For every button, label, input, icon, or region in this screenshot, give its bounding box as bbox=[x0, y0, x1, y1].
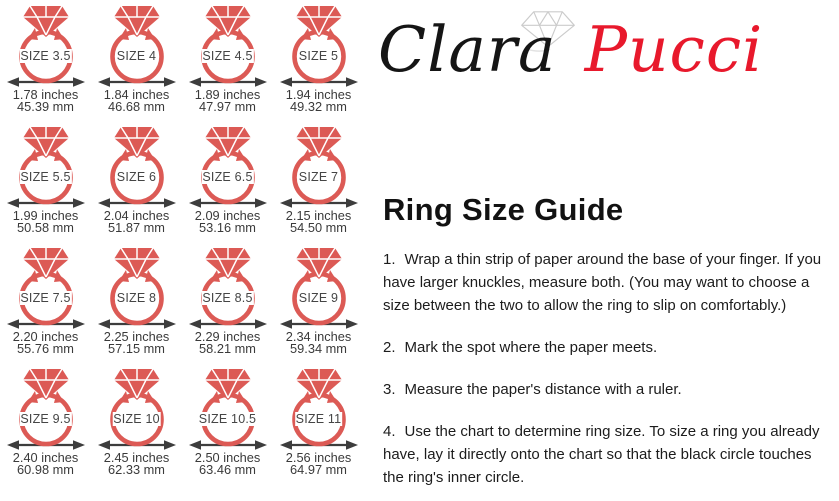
ring-icon bbox=[196, 367, 260, 447]
ring-icon bbox=[14, 246, 78, 326]
brand-logo bbox=[378, 4, 836, 104]
measurement-mm: 50.58 mm bbox=[17, 220, 74, 235]
ring-icon bbox=[105, 125, 169, 205]
ring-size-cell bbox=[0, 367, 91, 488]
ring-size-cell bbox=[91, 4, 182, 125]
ring-illustration bbox=[196, 4, 260, 84]
measurement-mm: 47.97 mm bbox=[199, 99, 256, 114]
measurement-mm: 64.97 mm bbox=[290, 462, 347, 477]
ring-icon bbox=[287, 367, 351, 447]
ring-size-cell bbox=[273, 125, 364, 246]
measurement-inches: 2.04 inches bbox=[103, 208, 170, 223]
ring-icon bbox=[287, 246, 351, 326]
ring-illustration bbox=[14, 367, 78, 447]
ring-icon bbox=[14, 4, 78, 84]
measurement-inches: 2.40 inches bbox=[12, 450, 79, 465]
measurement-inches: 1.99 inches bbox=[12, 208, 79, 223]
ring-size-cell bbox=[0, 246, 91, 367]
guide-title: Ring Size Guide bbox=[383, 192, 624, 227]
ring-size-label: SIZE 10.5 bbox=[198, 412, 257, 426]
measurement-mm: 46.68 mm bbox=[108, 99, 165, 114]
measurement-inches: 2.20 inches bbox=[12, 329, 79, 344]
measurement-mm: 63.46 mm bbox=[199, 462, 256, 477]
ring-size-cell bbox=[182, 125, 273, 246]
measurement-inches: 1.89 inches bbox=[194, 87, 261, 102]
ring-illustration bbox=[105, 125, 169, 205]
measurement bbox=[91, 331, 182, 355]
ring-size-cell bbox=[91, 367, 182, 488]
measurement-inches: 2.56 inches bbox=[285, 450, 352, 465]
measurement-mm: 58.21 mm bbox=[199, 341, 256, 356]
measurement bbox=[273, 210, 364, 234]
ring-icon bbox=[287, 125, 351, 205]
measurement-inches: 2.45 inches bbox=[103, 450, 170, 465]
ring-size-label: SIZE 3.5 bbox=[20, 49, 71, 63]
measurement bbox=[182, 210, 273, 234]
step-text: Measure the paper's distance with a ruler. bbox=[404, 381, 682, 398]
ring-size-cell bbox=[182, 367, 273, 488]
step-text: Mark the spot where the paper meets. bbox=[404, 339, 658, 356]
ring-size-cell bbox=[273, 246, 364, 367]
ring-size-grid bbox=[0, 4, 364, 488]
measurement-inches: 2.15 inches bbox=[285, 208, 352, 223]
ring-size-cell bbox=[91, 246, 182, 367]
ring-size-cell bbox=[0, 125, 91, 246]
measurement-mm: 55.76 mm bbox=[17, 341, 74, 356]
ring-size-label: SIZE 4.5 bbox=[202, 49, 253, 63]
ring-icon bbox=[196, 246, 260, 326]
ring-size-label: SIZE 6 bbox=[116, 170, 157, 184]
ring-size-cell bbox=[91, 125, 182, 246]
ring-illustration bbox=[14, 4, 78, 84]
step-number: 2. bbox=[383, 339, 396, 356]
instruction-step-2 bbox=[383, 336, 835, 359]
ring-size-cell bbox=[273, 4, 364, 125]
instruction-step-1 bbox=[383, 248, 835, 317]
ring-icon bbox=[105, 367, 169, 447]
measurement-mm: 49.32 mm bbox=[290, 99, 347, 114]
ring-size-label: SIZE 9.5 bbox=[20, 412, 71, 426]
measurement bbox=[273, 452, 364, 476]
ring-size-label: SIZE 4 bbox=[116, 49, 157, 63]
measurement bbox=[273, 331, 364, 355]
ring-illustration bbox=[287, 367, 351, 447]
measurement-inches: 1.78 inches bbox=[12, 87, 79, 102]
ring-illustration bbox=[287, 125, 351, 205]
measurement bbox=[0, 452, 91, 476]
measurement-mm: 62.33 mm bbox=[108, 462, 165, 477]
ring-illustration bbox=[105, 4, 169, 84]
ring-size-cell bbox=[182, 4, 273, 125]
measurement-mm: 59.34 mm bbox=[290, 341, 347, 356]
measurement-mm: 45.39 mm bbox=[17, 99, 74, 114]
measurement-mm: 53.16 mm bbox=[199, 220, 256, 235]
measurement-inches: 1.84 inches bbox=[103, 87, 170, 102]
ring-illustration bbox=[105, 246, 169, 326]
measurement-mm: 54.50 mm bbox=[290, 220, 347, 235]
ring-size-cell bbox=[0, 4, 91, 125]
ring-illustration bbox=[196, 367, 260, 447]
ring-icon bbox=[14, 367, 78, 447]
measurement bbox=[0, 210, 91, 234]
brand-name-clara: Clara bbox=[378, 13, 557, 86]
ring-icon bbox=[196, 125, 260, 205]
measurement-inches: 2.50 inches bbox=[194, 450, 261, 465]
ring-size-label: SIZE 7.5 bbox=[20, 291, 71, 305]
ring-size-cell bbox=[273, 367, 364, 488]
ring-size-label: SIZE 8 bbox=[116, 291, 157, 305]
ring-size-label: SIZE 5.5 bbox=[20, 170, 71, 184]
measurement bbox=[91, 452, 182, 476]
ring-icon bbox=[287, 4, 351, 84]
step-number: 4. bbox=[383, 423, 396, 440]
step-number: 1. bbox=[383, 251, 396, 268]
guide-panel bbox=[375, 0, 839, 501]
measurement bbox=[91, 89, 182, 113]
ring-size-label: SIZE 8.5 bbox=[202, 291, 253, 305]
instruction-step-4 bbox=[383, 420, 835, 489]
ring-size-label: SIZE 6.5 bbox=[202, 170, 253, 184]
step-text: Wrap a thin strip of paper around the base of your finger. If you have larger knuckles, measure both. (You may want to choose a size between the two to allow the ring to slip on comfortably.) bbox=[383, 251, 822, 314]
measurement bbox=[273, 89, 364, 113]
ring-size-label: SIZE 9 bbox=[298, 291, 339, 305]
ring-size-label: SIZE 5 bbox=[298, 49, 339, 63]
ring-size-label: SIZE 7 bbox=[298, 170, 339, 184]
step-number: 3. bbox=[383, 381, 396, 398]
measurement-inches: 2.25 inches bbox=[103, 329, 170, 344]
measurement bbox=[91, 210, 182, 234]
measurement-mm: 60.98 mm bbox=[17, 462, 74, 477]
ring-size-label: SIZE 11 bbox=[295, 412, 342, 426]
measurement bbox=[182, 89, 273, 113]
ring-illustration bbox=[287, 4, 351, 84]
measurement bbox=[182, 331, 273, 355]
brand-name-pucci: Pucci bbox=[584, 13, 764, 86]
ring-icon bbox=[196, 4, 260, 84]
instructions-list bbox=[383, 248, 835, 501]
ring-illustration bbox=[196, 125, 260, 205]
ring-illustration bbox=[287, 246, 351, 326]
instruction-step-3 bbox=[383, 378, 835, 401]
measurement-inches: 1.94 inches bbox=[285, 87, 352, 102]
measurement bbox=[182, 452, 273, 476]
measurement-inches: 2.09 inches bbox=[194, 208, 261, 223]
ring-icon bbox=[105, 246, 169, 326]
measurement-mm: 57.15 mm bbox=[108, 341, 165, 356]
measurement-inches: 2.29 inches bbox=[194, 329, 261, 344]
measurement bbox=[0, 331, 91, 355]
measurement bbox=[0, 89, 91, 113]
measurement-mm: 51.87 mm bbox=[108, 220, 165, 235]
ring-illustration bbox=[14, 125, 78, 205]
step-text: Use the chart to determine ring size. To size a ring you already have, lay it directly onto the chart so that the black circle touches the ring's inner circle. bbox=[383, 423, 820, 486]
ring-illustration bbox=[105, 367, 169, 447]
ring-illustration bbox=[14, 246, 78, 326]
ring-size-cell bbox=[182, 246, 273, 367]
ring-illustration bbox=[196, 246, 260, 326]
ring-size-label: SIZE 10 bbox=[113, 412, 160, 426]
ring-icon bbox=[14, 125, 78, 205]
measurement-inches: 2.34 inches bbox=[285, 329, 352, 344]
ring-icon bbox=[105, 4, 169, 84]
